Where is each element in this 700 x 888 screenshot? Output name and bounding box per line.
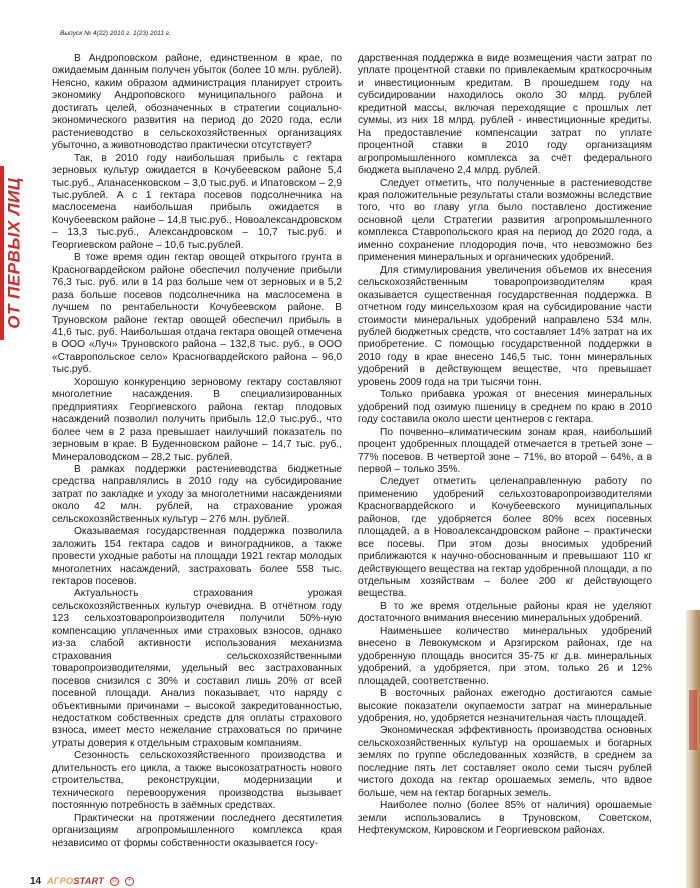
page-number: 14 [30,875,42,887]
magazine-logo-part2: START [73,876,105,886]
section-sidebar [0,0,28,888]
paragraph: Наиболее полно (более 85% от наличия) орошаемые земли использовались в Труновском, Советском, Нефтекумском, Кировском и Георгиевском районах. [358,800,652,837]
page-header [60,30,660,42]
paragraph: В рамках поддержки растениеводства бюджетные средства направлялись в 2010 году на субсидирование затрат по закладке и уходу за многолетними насаждениями около 42 млн. рублей, на страхование урожая сельскохозяйственных культур – 276 млн. рублей. [52,463,342,525]
paragraph: В то же время отдельные районы края не уделяют достаточного внимания внесению минеральных удобрений. [358,600,652,625]
paragraph: Хорошую конкуренцию зерновому гектару составляют многолетние насаждения. В специализированных предприятиях Георгиевского района гектар плодовых насаждений позволил получить прибыль 12,0 тыс.руб., что более чем в 2 раза превышает наилучший показатель по зерновым в крае. В Буденновском районе – 14,7 тыс. руб., Минераловодском – 28,2 тыс. рублей. [52,376,342,463]
paragraph: Только прибавка урожая от внесения минеральных удобрений под озимую пшеницу в среднем по краю в 2010 году составила около шести центнеров с гектара. [358,389,652,426]
section-title [2,168,28,338]
copyright-icon: © [110,877,119,886]
age-rating-icon: • [125,877,134,886]
paragraph-continued: дарственная поддержка в виде возмещения части затрат по уплате процентной ставки по привлекаемым краткосрочным и инвестиционным кредитам. В прошедшем году на субсидировании находилось около 30 млрд. рублей кредитной массы, включая переходящие с прошлых лет суммы, из них 18 млрд. рублей - инвестиционные кредиты. На предоставление компенсации затрат по уплате процентной ставки в 2010 году организациям агропромышленного комплекса за счёт федерального бюджета выплачено 2,4 млрд. рублей. [358,53,652,177]
paragraph: Актуальность страхования урожая сельскохозяйственных культур очевидна. В отчётном году 123 сельхозтоваропроизводителя получили 50%-ную компенсацию уплаченных ими страховых взносов, однако из-за слабой активности использования механизма страхования сельскохозяйственными товаропроизводителями, удельный вес застрахованных посевов снизился с 30% и составил лишь 20% от всей посевной площади. Анализ показывает, что наряду с объективными причинами – высокой закредитованностью, недостатком собственных средств для оплаты страхового взноса, имеет место нежелание страховаться по причине утраты доверия к отдельным страховым компаниям. [52,588,342,749]
article-column-right [358,53,652,853]
section-title-text: ОТ ПЕРВЫХ ЛИЦ [5,177,24,329]
paragraph: В тоже время один гектар овощей открытого грунта в Красногвардейском районе обеспечил получение прибыли 76,3 тыс. руб. или в 14 раз больше чем от зерновых и в 5,2 раза больше посевов подсолнечника на маслосемена в лучшем по рентабельности Кочубеевском районе. В Труновском районе гектар овощей обеспечил прибыль в 41,6 тыс. руб. Наибольшая отдача гектара овощей отмечена в ООО «Луч» Труновского района – 132,8 тыс. руб., в ООО «Ставропольское село» Красногвардейского района – 96,0 тыс.руб. [52,252,342,376]
paragraph: Следует отметить целенаправленную работу по применению удобрений сельхозтоваропроизводителями Красногвардейского и Кочубеевского муниципальных районов, где удобряется более 80% всех посевных площадей, а в Новоалександровском районе – практически все посевы. При этом дозы вносимых удобрений приближаются к научно-обоснованным и превышают 110 кг действующего вещества на гектар удобренной площади, а по отдельным хозяйствам – более 200 кг действующего вещества. [358,476,652,600]
paragraph: Сезонность сельскохозяйственного производства и длительность его цикла, а также высокозатратность нового строительства, реконструкции, модернизации и технического перевооружения производства вызывает постоянную потребность в заёмных средствах. [52,750,342,812]
magazine-logo-part1: АГРО [47,876,74,886]
page-footer [30,874,330,888]
paragraph: Экономическая эффективность производства основных сельскохозяйственных культур на орошаемых и богарных землях по группе обследованных хозяйств, в среднем за последние пять лет составляет около семи тысяч рублей чистого дохода на гектар орошаемых земель, что вдвое больше, чем на гектар богарных земель. [358,725,652,799]
article-column-left [52,53,342,853]
paragraph: Наименьшее количество минеральных удобрений внесено в Левокумском и Арзгирском районах, где на удобренную площадь вносится 35-75 кг д.в. минеральных удобрений, а удобряется, при этом, только 26 и 12% площадей, соответственно. [358,625,652,687]
paragraph: Практически на протяжении последнего десятилетия организациям агропромышленного комплекса края независимо от формы собственности оказывается госу- [52,812,342,849]
issue-info: Выпуск № 4(22) 2010 г. 1(23) 2011 г. [60,30,171,37]
paragraph: По почвенно–климатическим зонам края, наибольший процент удобренных площадей отмечается в третьей зоне – 77% посевов. В четвертой зоне – 71%, во второй – 64%, а в первой – только 35%. [358,426,652,475]
paragraph: Оказываемая государственная поддержка позволила заложить 154 гектара садов и виноградников, а также провести уходные работы на площади 1921 гектар молодых многолетних насаждений, застраховать более 558 тыс. гектаров посевов. [52,526,342,588]
paragraph: В восточных районах ежегодно достигаются самые высокие показатели окупаемости затрат на минеральные удобрения, но, удобряется незначительная часть площадей. [358,688,652,725]
paragraph: В Андроповском районе, единственном в крае, по ожидаемым данным получен убыток (более 10 млн. рублей). Неясно, каким образом администрация планирует строить экономику Андроповского муниципального района и достигать целей, обозначенных в стратегии социально-экономического развития на период до 2020 года, если растениеводство в сельскохозяйственных организациях убыточно, а животноводство практически отсутствует? [52,53,342,152]
paragraph: Так, в 2010 году наибольшая прибыль с гектара зерновых культур ожидается в Кочубеевском районе 5,4 тыс.руб., Апанасенковском – 3,0 тыс.руб. и Ипатовском – 2,9 тыс.рублей. А с 1 гектара посевов подсолнечника на маслосемена наибольшая прибыль ожидается в Кочубеевском районе – 14,8 тыс.руб., Новоалександровском – 13,3 тыс.руб., Александровском – 10,7 тыс.руб. и Георгиевском районе – 10,6 тыс.рублей. [52,152,342,251]
photo-edge-image [686,610,700,888]
paragraph: Для стимулирования увеличения объемов их внесения сельскохозяйственным товаропроизводителям края оказывается существенная государственная поддержка. В отчетном году минсельхозом края на субсидирование части стоимости минеральных удобрений направлено 534 млн. рублей бюджетных средств, что составляет 14% затрат на их приобретение. С помощью государственной поддержки в 2010 году в крае внесено 146,5 тыс. тонн минеральных удобрений в действующем веществе, что превышает уровень 2009 года на три тысячи тонн. [358,264,652,388]
magazine-logo [47,876,104,886]
paragraph: Следует отметить, что полученные в растениеводстве края положительные результаты стали возможны вследствие того, что во главу угла было поставлено достижение основной цели Стратегии развития агропромышленного комплекса Ставропольского края на период до 2020 года, а именно сохранение плодородия почв, что невозможно без применения минеральных и органических удобрений. [358,177,652,264]
